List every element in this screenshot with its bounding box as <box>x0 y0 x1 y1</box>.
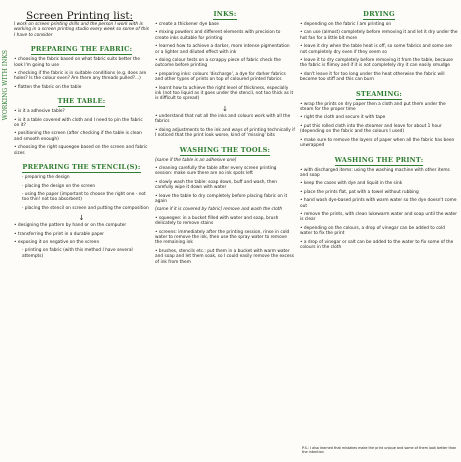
list-item: • a drop of vinegar or salt can be added to the water to fix some of the colours in the cloth <box>300 240 458 251</box>
list-item: • right the cloth and secure it with tape <box>300 115 458 120</box>
heading-stencil: PREPARING THE STENCIL(S): <box>22 163 141 172</box>
heading-drying: DRYING <box>363 10 395 18</box>
list-item: · placing the stencil on screen and putting the composition <box>22 206 149 211</box>
column-2 <box>155 4 295 268</box>
list-item: • leave it dry when the table heat is off, so some fabrics and some are not completely dry even if they seem so <box>300 44 458 55</box>
list-item: · placing the design on the screen <box>22 184 149 189</box>
list-item: • brushes, stencils etc.: put them in a bucket with warm water and soap and let them soak, so I could easily remove the excess of ink from them <box>155 249 295 265</box>
list-item: • checking if the fabric is in suitable conditions (e.g. does are holes? Is the colour even? Are there any threads pulled?...) <box>14 71 149 82</box>
list-item: · printing on fabric (with this method I have several attempts) <box>22 248 149 259</box>
list-item: • screens: immediately after the printing session, rinse in cold water to remove the ink, then use the spray water to remove the remaining ink <box>155 230 295 246</box>
list-item: • designing the pattern by hand or on the computer <box>14 223 149 228</box>
list-item: • make sure to remove the layers of paper when all the fabric has been unwrapped <box>300 138 458 149</box>
arrow-icon: ↓ <box>222 104 228 113</box>
heading-table: THE TABLE: <box>57 97 106 106</box>
list-item: • choosing the fabric based on what fabric suits better the look I'm going to use <box>14 57 149 68</box>
list-item: • place the prints flat, pat with a towel without rubbing <box>300 190 458 195</box>
heading-steaming: STEAMING: <box>355 89 403 98</box>
list-item: • understand that not all the inks and colours work with all the fabrics <box>155 114 295 125</box>
list-item: • remove the prints, with clean lukewarm water and soap until the water is clear <box>300 212 458 223</box>
list-item: • doing adjustments to the ink and ways of printing technically if I noticed that the print look worse, kind of 'missing' bits <box>155 128 295 139</box>
list-item: [same if it is covered by fabric] remove and wash the cloth <box>155 207 283 213</box>
list-item: • preparing inks: colours 'discharge', a dye for darker fabrics and other types of prints on top of coloured printed fabrics <box>155 72 295 83</box>
arrow-icon: ↓ <box>78 214 85 223</box>
list-item: • flatten the fabric on the table <box>14 85 149 90</box>
column-1 <box>14 4 149 262</box>
page-title: Screen Printing list: <box>26 10 134 22</box>
list-item: • squeegee: in a bucket filled with water and soap, brush delicately to remove stains <box>155 216 295 227</box>
list-item: • choosing the right squeegee based on the screen and fabric sizes <box>14 145 149 156</box>
list-item: • positioning the screen (after checking if the table is clean and smooth enough) <box>14 131 149 142</box>
heading-washing-tools: WASHING THE TOOLS: <box>179 145 271 154</box>
list-item: • learnt how to achieve the right level of thickness, especially ink (not too liquid as it goes under the stencil, not too thick as it is difficult to spread) <box>155 86 295 102</box>
list-item: [same if the table is an adhesive one] <box>155 157 237 163</box>
intro-text: I work on screen printing drills and the person I work with is working in a screen printing studio every week so some of this I have to consider <box>14 22 149 38</box>
list-item: • is it a adhesive table? <box>14 109 149 114</box>
list-item: • depending on the fabric I am printing on <box>300 22 458 27</box>
list-item: • hand wash dye-based prints with warm water so the dye doesn't come out <box>300 198 458 209</box>
list-item: • learned how to achieve a darker, more intense pigmentation or a lighter and diluted effect with ink <box>155 44 295 55</box>
list-item: • depending on the colours, a drop of vinegar can be added to cold water to fix the print <box>300 226 458 237</box>
side-note: WORKING WITH INKS <box>2 50 9 121</box>
list-item: • is it a table covered with cloth and I need to pin the fabric on it? <box>14 118 149 129</box>
list-item: • exposing it on negative on the screen <box>14 240 149 245</box>
list-item: • mixing powders and different elements with precision to create inks suitable for printing <box>155 30 295 41</box>
heading-washing-print: WASHING THE PRINT: <box>334 155 424 164</box>
list-item: • create a thickener dye base <box>155 22 295 27</box>
list-item: · using the paper (important to choose the right one - not too thin! not too absorbent) <box>22 192 149 203</box>
list-item: • leave the table to dry completely before placing fabric on it again <box>155 194 295 205</box>
list-item: • leave it to dry completely before removing it from the table, because the fabric is flimsy and if it is not completely dry it can easily smudge <box>300 58 458 69</box>
heading-preparing-fabric: PREPARING THE FABRIC: <box>30 45 133 54</box>
list-item: • put this rolled cloth into the steamer and leave for about 1 hour (depending on the fabric and the colours I used) <box>300 124 458 135</box>
list-item: • don't leave it for too long under the heat otherwise the fabric will become too stiff and this can burn <box>300 72 458 83</box>
list-item: · preparing the design <box>22 175 149 180</box>
list-item: • cleaning carefully the table after every screen printing session: make sure there are no ink spots left <box>155 166 295 177</box>
heading-inks: INKS: <box>213 10 237 18</box>
list-item: • slowly wash the table: soap down, buff and wash, then carefully wipe it down with water <box>155 180 295 191</box>
ps-note: P.S.: I also learned that mistakes make the print unique and some of them look better than the intention <box>302 446 457 454</box>
list-item: • can use (almost) completely before removing it and let it dry under the hot fan for a little bit more <box>300 30 458 41</box>
list-item: • transferring the print in a durable paper <box>14 232 149 237</box>
list-item: • wrap the prints on dry paper then a cloth and put them under the steam for the proper time <box>300 102 458 113</box>
column-3 <box>300 4 458 253</box>
list-item: • doing colour tests on a scrappy piece of fabric check the outcome before printing <box>155 58 295 69</box>
list-item: • with discharged items: using the washing machine with other items and soap <box>300 168 458 179</box>
list-item: • keep the cases with dye and liquid in the sink <box>300 181 458 186</box>
